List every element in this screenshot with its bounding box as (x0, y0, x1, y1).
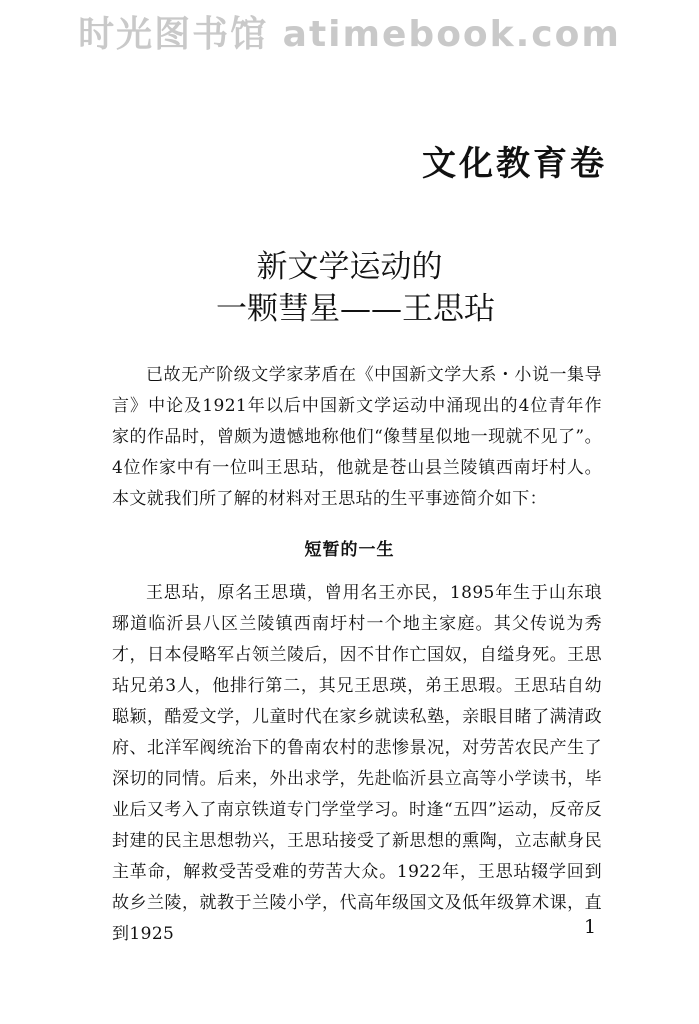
section-heading: 短暂的一生 (304, 540, 395, 560)
intro-paragraph: 已故无产阶级文学家茅盾在《中国新文学大系・小说一集导言》中论及1921年以后中国新文学运动中涌现出的4位青年作家的作品时，曾颇为遗憾地称他们“像彗星似地一现就不见了”。4位作家中有一位叫王思玷，他就是苍山县兰陵镇西南圩村人。本文就我们所了解的材料对王思玷的生平事迹简介如下： (112, 365, 602, 509)
article-title-line-2: 一颗彗星——王思玷 (216, 291, 495, 327)
article-title-line-1: 新文学运动的 (256, 249, 443, 285)
volume-title: 文化教育卷 (422, 144, 607, 184)
page-number: 1 (584, 916, 597, 938)
article-title (0, 246, 699, 330)
body-paragraph: 王思玷，原名王思璜，曾用名王亦民，1895年生于山东琅琊道临沂县八区兰陵镇西南圩村一个地主家庭。其父传说为秀才，日本侵略军占领兰陵后，因不甘作亡国奴，自缢身死。王思玷兄弟3人，他排行第二，其兄王思瑛，弟王思瑕。王思玷自幼聪颖，酷爱文学，儿童时代在家乡就读私塾，亲眼目睹了满清政府、北洋军阀统治下的鲁南农村的悲惨景况，对劳苦农民产生了深切的同情。后来，外出求学，先赴临沂县立高等小学读书，毕业后又考入了南京铁道专门学堂学习。时逢“五四”运动，反帝反封建的民主思想勃兴，王思玷接受了新思想的熏陶，立志献身民主革命，解救受苦受难的劳苦大众。1922年，王思玷辍学回到故乡兰陵，就教于兰陵小学，代高年级国文及低年级算术课，直到1925 (112, 583, 602, 944)
site-watermark: 时光图书馆 atimebook.com (78, 14, 621, 55)
